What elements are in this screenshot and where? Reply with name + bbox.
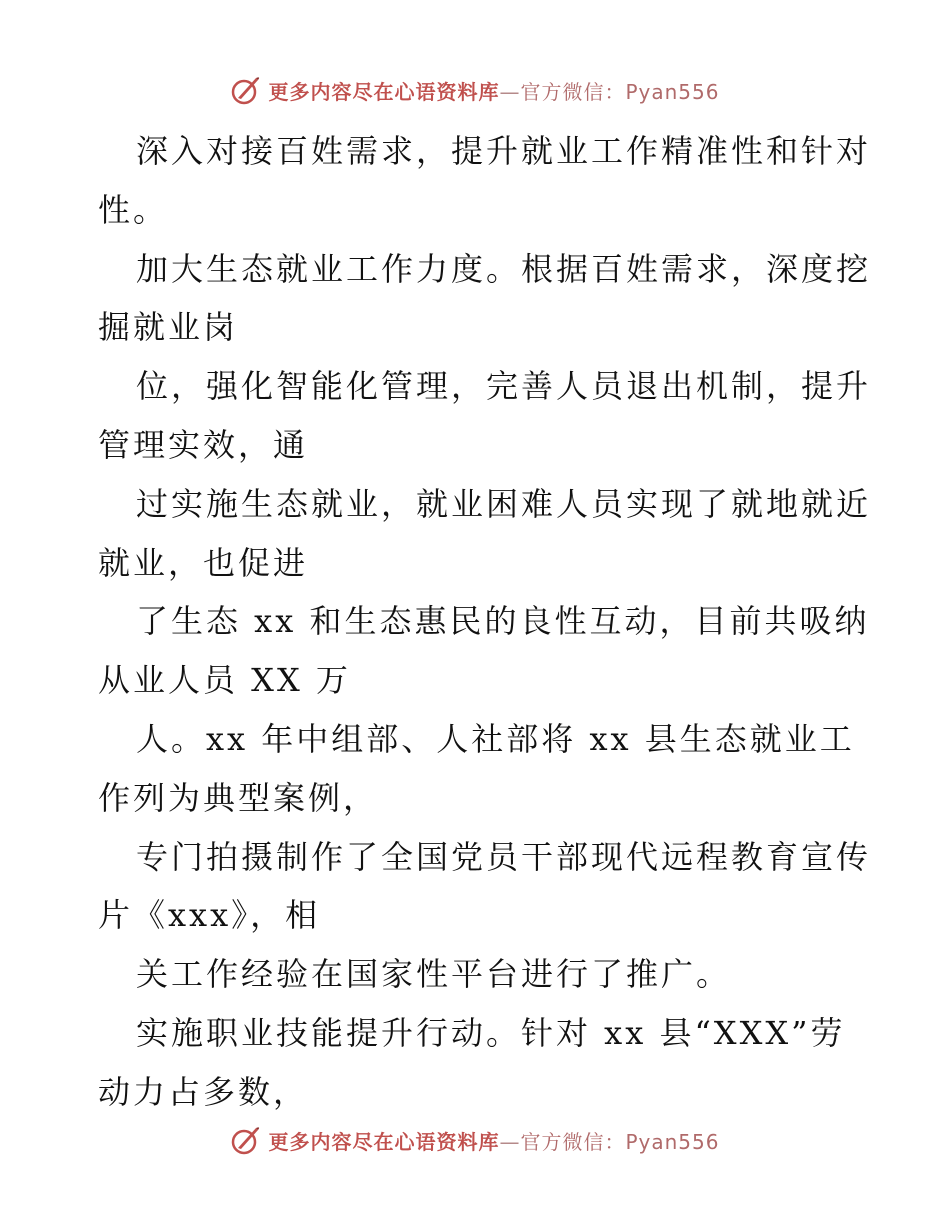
text-line: 动力占多数， [98, 1072, 309, 1111]
text-line: 了生态 xx 和生态惠民的良性互动，目前共吸纳 [136, 602, 870, 641]
text-line: 深入对接百姓需求，提升就业工作精准性和针对 [136, 132, 872, 170]
watermark-site: 更多内容尽在心语资料库 [268, 1129, 500, 1154]
watermark-site: 更多内容尽在心语资料库 [268, 79, 500, 104]
document-body [98, 122, 872, 1122]
text-line: 加大生态就业工作力度。根据百姓需求，深度挖 [136, 249, 872, 288]
watermark-separator: — [499, 1129, 521, 1154]
text-line: 过实施生态就业，就业困难人员实现了就地就近 [136, 484, 872, 523]
text-line: 实施职业技能提升行动。针对 xx 县“XXX”劳 [136, 1013, 846, 1052]
text-line: 专门拍摄制作了全国党员干部现代远程教育宣传 [136, 837, 872, 876]
text-line: 就业，也促进 [98, 543, 309, 582]
text-line: 管理实效，通 [98, 425, 309, 464]
text-line: 从业人员 XX 万 [98, 661, 351, 700]
text-line: 掘就业岗 [98, 308, 239, 347]
quill-logo-icon [230, 1124, 262, 1156]
text-line: 关工作经验在国家性平台进行了推广。 [136, 955, 732, 994]
text-line: 位，强化智能化管理，完善人员退出机制，提升 [136, 367, 872, 406]
watermark-wechat: 官方微信：Pyan556 [520, 1129, 720, 1154]
watermark-wechat: 官方微信：Pyan556 [520, 79, 720, 104]
watermark-separator: — [499, 79, 521, 104]
text-line: 人。xx 年中组部、人社部将 xx 县生态就业工 [136, 719, 855, 758]
text-line: 作列为典型案例， [98, 778, 379, 817]
text-line: 性。 [98, 190, 169, 229]
footer-watermark [0, 1120, 950, 1160]
header-watermark [0, 70, 950, 110]
text-line: 片《xxx》，相 [98, 896, 321, 935]
quill-logo-icon [230, 74, 262, 106]
